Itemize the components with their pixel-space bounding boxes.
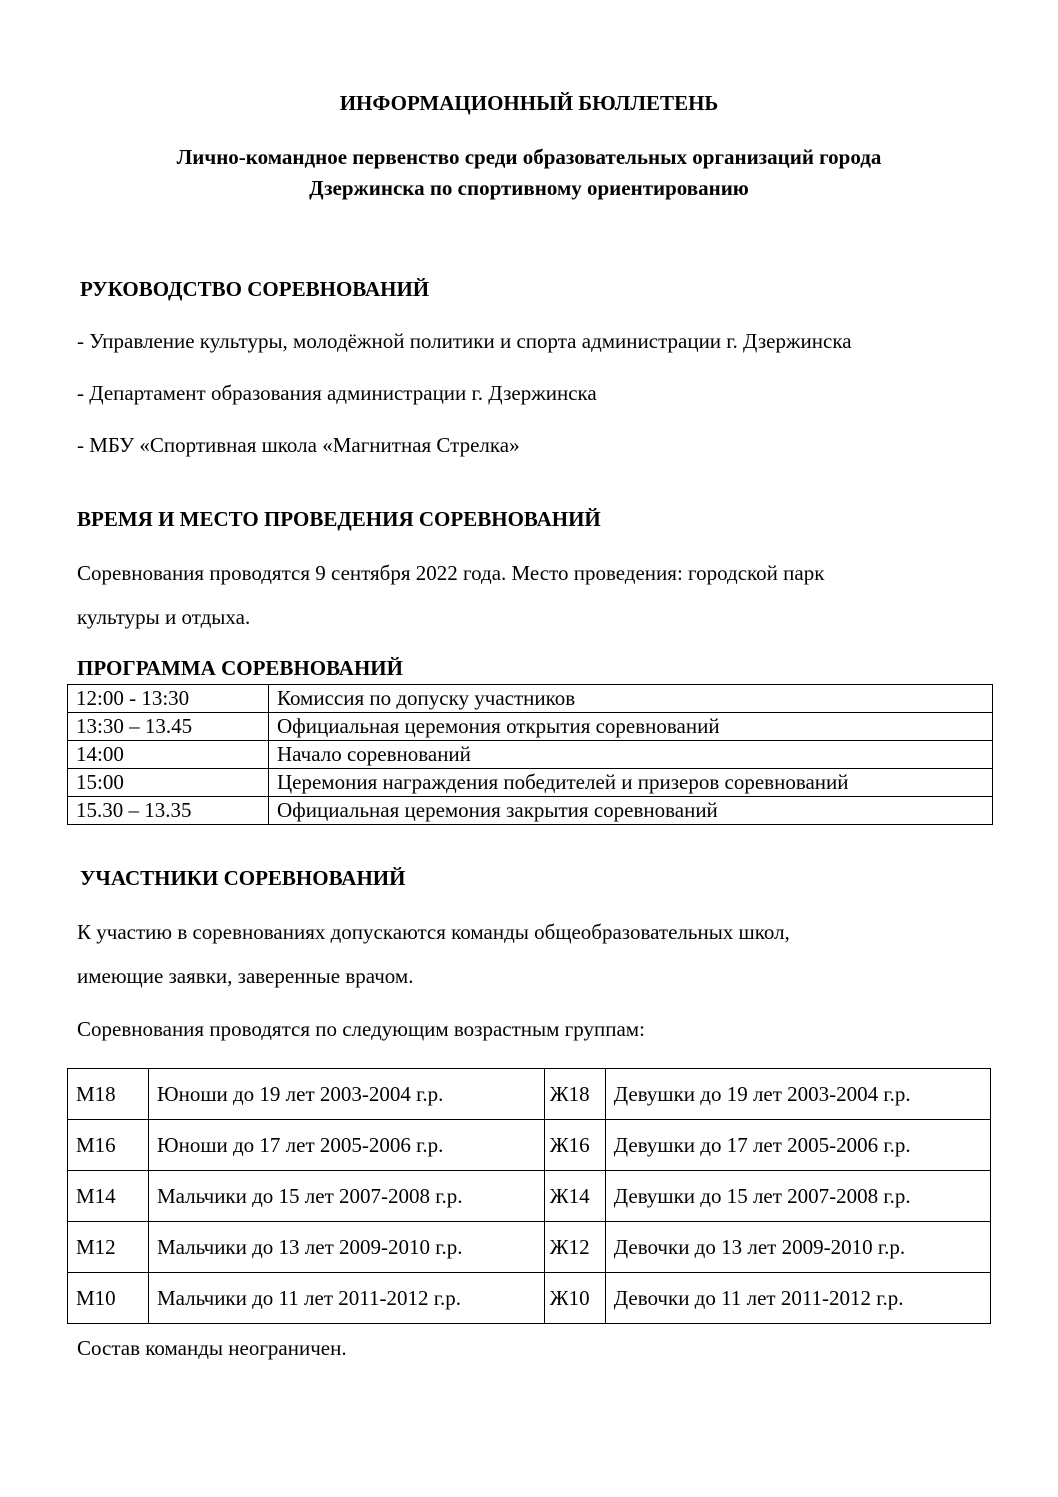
male-group-code: М16 [68,1120,149,1171]
document-subtitle-line2: Дзержинска по спортивному ориентированию [309,176,749,200]
leadership-item: - Управление культуры, молодёжной политики и спорта администрации г. Дзержинска [77,329,852,353]
program-event: Комиссия по допуску участников [269,685,993,713]
female-group-code: Ж16 [544,1120,605,1171]
table-row [68,1171,991,1222]
program-event: Церемония награждения победителей и призеров соревнований [269,769,993,797]
male-group-description: Мальчики до 13 лет 2009-2010 г.р. [149,1222,545,1273]
female-group-description: Девочки до 13 лет 2009-2010 г.р. [605,1222,990,1273]
male-group-code: М12 [68,1222,149,1273]
program-time: 15:00 [68,769,269,797]
time-place-text-line1: Соревнования проводятся 9 сентября 2022 года. Место проведения: городской парк [77,561,825,585]
program-time: 15.30 – 13.35 [68,797,269,825]
table-row [68,713,993,741]
table-row [68,741,993,769]
age-groups-table [67,1068,991,1324]
male-group-description: Мальчики до 11 лет 2011-2012 г.р. [149,1273,545,1324]
program-time: 14:00 [68,741,269,769]
table-row [68,1273,991,1324]
program-heading: ПРОГРАММА СОРЕВНОВАНИЙ [77,656,403,680]
document-subtitle-line1: Лично-командное первенство среди образовательных организаций города [176,145,882,169]
female-group-code: Ж12 [544,1222,605,1273]
program-time: 12:00 - 13:30 [68,685,269,713]
time-place-heading: ВРЕМЯ И МЕСТО ПРОВЕДЕНИЯ СОРЕВНОВАНИЙ [77,507,601,531]
program-table [67,684,993,825]
male-group-description: Юноши до 19 лет 2003-2004 г.р. [149,1069,545,1120]
female-group-description: Девушки до 19 лет 2003-2004 г.р. [605,1069,990,1120]
female-group-description: Девочки до 11 лет 2011-2012 г.р. [605,1273,990,1324]
female-group-code: Ж10 [544,1273,605,1324]
program-event: Начало соревнований [269,741,993,769]
female-group-description: Девушки до 15 лет 2007-2008 г.р. [605,1171,990,1222]
male-group-description: Мальчики до 15 лет 2007-2008 г.р. [149,1171,545,1222]
male-group-code: М18 [68,1069,149,1120]
leadership-heading: РУКОВОДСТВО СОРЕВНОВАНИЙ [80,277,430,301]
table-row [68,1222,991,1273]
participants-text-line2: имеющие заявки, заверенные врачом. [77,964,414,988]
program-time: 13:30 – 13.45 [68,713,269,741]
male-group-code: М14 [68,1171,149,1222]
table-row [68,769,993,797]
time-place-text-line2: культуры и отдыха. [77,605,251,629]
male-group-code: М10 [68,1273,149,1324]
document-title: ИНФОРМАЦИОННЫЙ БЮЛЛЕТЕНЬ [339,91,719,115]
table-row [68,1120,991,1171]
program-event: Официальная церемония закрытия соревнований [269,797,993,825]
leadership-item: - Департамент образования администрации г. Дзержинска [77,381,597,405]
leadership-item: - МБУ «Спортивная школа «Магнитная Стрелка» [77,433,520,457]
team-composition-note: Состав команды неограничен. [77,1336,347,1360]
participants-heading: УЧАСТНИКИ СОРЕВНОВАНИЙ [80,866,406,890]
table-row [68,685,993,713]
male-group-description: Юноши до 17 лет 2005-2006 г.р. [149,1120,545,1171]
participants-text-line3: Соревнования проводятся по следующим возрастным группам: [77,1017,645,1041]
female-group-code: Ж14 [544,1171,605,1222]
table-row [68,797,993,825]
table-row [68,1069,991,1120]
female-group-description: Девушки до 17 лет 2005-2006 г.р. [605,1120,990,1171]
female-group-code: Ж18 [544,1069,605,1120]
program-event: Официальная церемония открытия соревнований [269,713,993,741]
participants-text-line1: К участию в соревнованиях допускаются команды общеобразовательных школ, [77,920,790,944]
